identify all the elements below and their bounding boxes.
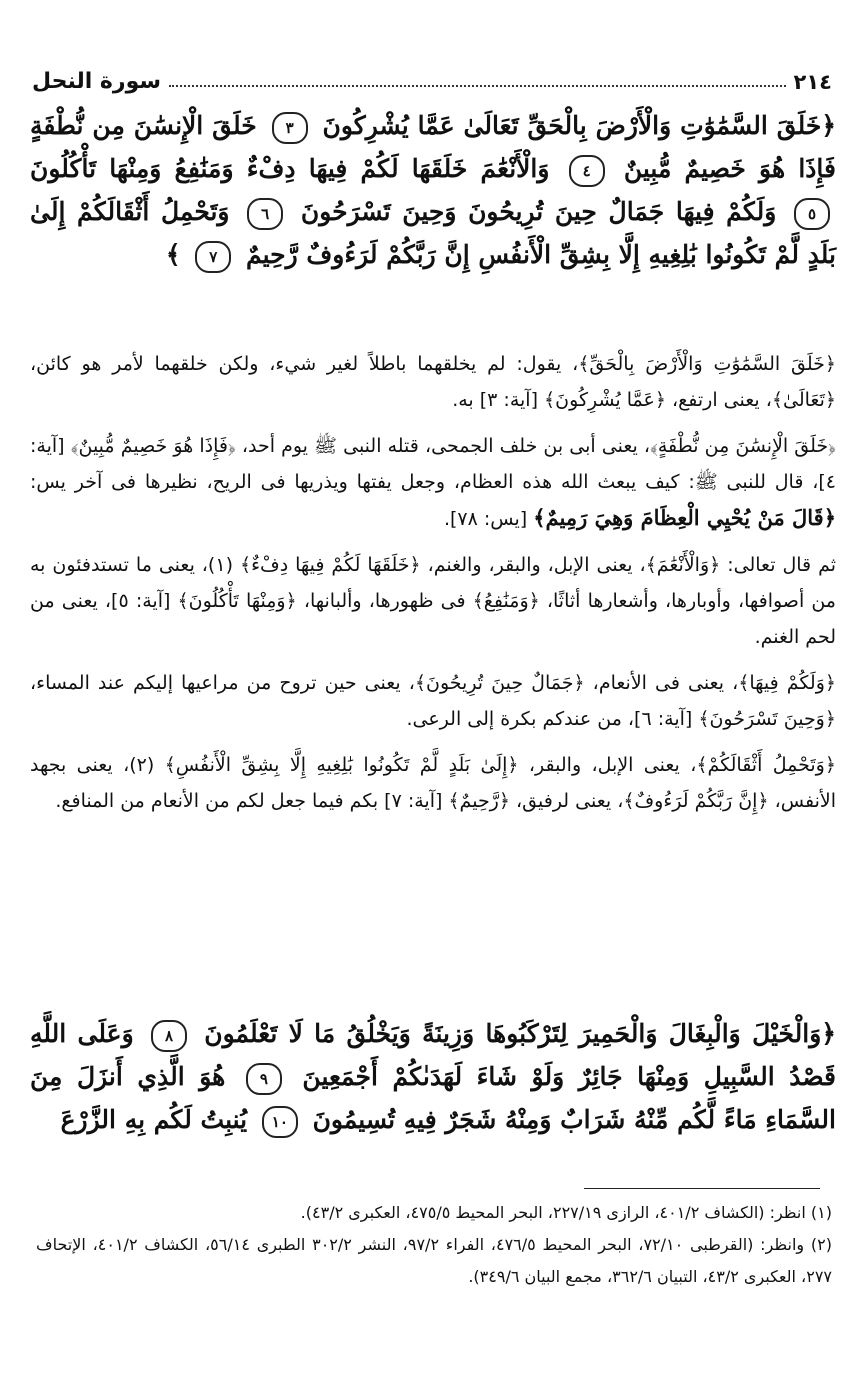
commentary-paragraph: ﴿وَلَكُمْ فِيهَا﴾، يعنى فى الأنعام، ﴿جَمَالٌ حِينَ تُرِيحُونَ﴾، يعنى حين تروح من مراعيها إليكم عند المساء، ﴿وَحِينَ تَسْرَحُونَ﴾ [آية: ٦]، من عندكم بكرة إلى الرعى. xyxy=(30,672,836,730)
quran-verses-bottom xyxy=(30,1012,836,1141)
verse-number-marker: ٣ xyxy=(272,112,308,144)
verse-text: هُوَ الَّذِي أَنزَلَ مِنَ السَّمَاءِ مَاءً لَّكُم مِّنْهُ شَرَابٌ وَمِنْهُ شَجَرٌ فِيهِ تُسِيمُونَ xyxy=(30,1062,836,1134)
yasin-quote: ﴿قَالَ مَنْ يُحْيِي الْعِظَامَ وَهِيَ رَمِيمٌ﴾ xyxy=(533,505,836,530)
quran-verses-top xyxy=(30,104,836,276)
footnotes xyxy=(36,1197,832,1293)
verse-text: ﴿خَلَقَ السَّمَٰوَٰتِ وَالْأَرْضَ بِالْحَقِّ تَعَالَىٰ عَمَّا يُشْرِكُونَ xyxy=(322,111,836,140)
commentary-paragraph: ﴿خَلَقَ السَّمَٰوَٰتِ وَالْأَرْضَ بِالْحَقِّ﴾، يقول: لم يخلقهما باطلاً لغير شيء، ولكن خلقهما لأمر هو كائن، ﴿تَعَالَىٰ﴾، يعنى ارتفع، ﴿عَمَّا يُشْرِكُونَ﴾ [آية: ٣] به. xyxy=(30,353,836,411)
commentary-text: ﴿خَلَقَ الْإِنسَٰنَ مِن نُّطْفَةٍ﴾، يعنى أبى بن خلف الجمحى، قتله النبى ﷺ يوم أحد، ﴿فَإِذَا هُوَ خَصِيمٌ مُّبِينٌ﴾ [آية: ٤]، قال للنبى ﷺ: كيف يبعث الله هذه العظام، وجعل يفتها ويذريها فى الريح، نظيرها فى آخر يس: xyxy=(30,435,836,493)
commentary-paragraph: ﴿وَتَحْمِلُ أَثْقَالَكُمْ﴾، يعنى الإبل، والبقر، ﴿إِلَىٰ بَلَدٍ لَّمْ تَكُونُوا بَٰلِغِيهِ إِلَّا بِشِقِّ الْأَنفُسِ﴾ (٢)، يعنى بجهد الأنفس، ﴿إِنَّ رَبَّكُمْ لَرَءُوفٌ﴾، يعنى لرفيق، ﴿رَّحِيمٌ﴾ [آية: ٧] بكم فيما جعل لكم من الأنعام من المنافع. xyxy=(30,754,836,812)
verse-number-marker: ١٠ xyxy=(262,1106,298,1138)
verse-number-marker: ٧ xyxy=(195,241,231,273)
verse-text: ﴿وَالْخَيْلَ وَالْبِغَالَ وَالْحَمِيرَ لِتَرْكَبُوهَا وَزِينَةً وَيَخْلُقُ مَا لَا تَعْلَمُونَ xyxy=(204,1019,836,1048)
verse-number-marker: ٤ xyxy=(569,155,605,187)
footnote: (٢) وانظر: (القرطبى ٧٢/١٠، البحر المحيط ٤٧٦/٥، الفراء ٩٧/٢، النشر ٣٠٢/٢ الطبرى ٥٦/١٤، الكشاف ٤٠١/٢، الإتحاف ٢٧٧، العكبرى ٤٣/٢، التبيان ٣٦٢/٦، مجمع البيان ٣٤٩/٦). xyxy=(36,1235,833,1286)
yasin-reference: [يس: ٧٨]. xyxy=(443,508,528,530)
verse-text: وَتَحْمِلُ أَثْقَالَكُمْ إِلَىٰ بَلَدٍ لَّمْ تَكُونُوا بَٰلِغِيهِ إِلَّا بِشِقِّ الْأَنفُسِ إِنَّ رَبَّكُمْ لَرَءُوفٌ رَّحِيمٌ xyxy=(30,197,836,269)
header-dotted-leader xyxy=(169,85,786,87)
verse-closing-bracket: ﴾ xyxy=(165,240,181,269)
page-number: ٢١٤ xyxy=(793,70,832,94)
commentary-paragraph xyxy=(30,428,836,537)
footnote: (١) انظر: (الكشاف ٤٠١/٢، الرازى ٢٢٧/١٩، البحر المحيط ٤٧٥/٥، العكبرى ٤٣/٢). xyxy=(300,1203,832,1222)
verse-text: وَلَكُمْ فِيهَا جَمَالٌ حِينَ تُرِيحُونَ وَحِينَ تَسْرَحُونَ xyxy=(300,197,777,226)
footnote-separator xyxy=(584,1188,820,1189)
page-header xyxy=(32,62,832,94)
verse-text: يُنبِتُ لَكُم بِهِ الزَّرْعَ xyxy=(60,1105,248,1134)
surah-title: سورة النحل xyxy=(32,69,162,94)
verse-number-marker: ٨ xyxy=(151,1020,187,1052)
commentary-paragraph: ثم قال تعالى: ﴿وَالْأَنْعَٰمَ﴾، يعنى الإبل، والبقر، والغنم، ﴿خَلَقَهَا لَكُمْ فِيهَا دِفْءٌ﴾ (١)، يعنى ما تستدفئون به من أصوافها، وأوبارها، وأشعارها أثاثًا، ﴿وَمَنَٰفِعُ﴾ فى ظهورها، وألبانها، ﴿وَمِنْهَا تَأْكُلُونَ﴾ [آية: ٥]، يعنى من لحم الغنم. xyxy=(30,554,836,648)
verse-number-marker: ٩ xyxy=(246,1063,282,1095)
verse-text: وَعَلَى اللَّهِ قَصْدُ السَّبِيلِ وَمِنْهَا جَائِرٌ وَلَوْ شَاءَ لَهَدَىٰكُمْ أَجْمَعِينَ xyxy=(30,1019,836,1091)
verse-text: وَالْأَنْعَٰمَ خَلَقَهَا لَكُمْ فِيهَا دِفْءٌ وَمَنَٰفِعُ وَمِنْهَا تَأْكُلُونَ xyxy=(30,154,550,183)
verse-text: خَلَقَ الْإِنسَٰنَ مِن نُّطْفَةٍ فَإِذَا هُوَ خَصِيمٌ مُّبِينٌ xyxy=(30,111,836,183)
tafsir-commentary xyxy=(30,346,836,829)
verse-number-marker: ٦ xyxy=(247,198,283,230)
verse-number-marker: ٥ xyxy=(794,198,830,230)
